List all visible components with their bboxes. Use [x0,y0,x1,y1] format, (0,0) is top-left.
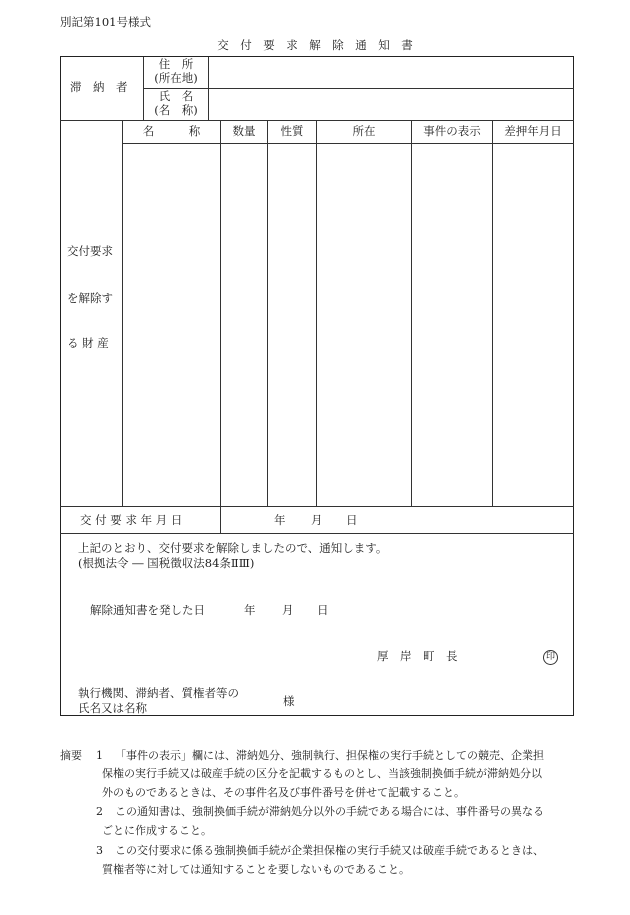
property-bottom-line [60,506,574,507]
recipient-label-line2: 氏名又は名称 [78,701,147,715]
name-sublabel: (名 称) [154,103,198,117]
issue-month-label: 月 [282,603,294,617]
address-sublabel: (所在地) [154,71,198,85]
col-divider-1 [220,120,221,506]
col-divider-2 [267,120,268,506]
note-3-number: 3 [96,844,103,857]
column-header-location: 所在 [352,124,376,138]
note-1-line-1: 「事件の表示」欄には、滞納処分、強制執行、担保権の実行手続としての競売、企業担 [115,749,544,762]
seal-mark: 印 [543,650,558,665]
property-side-divider [122,120,123,506]
column-header-quantity: 数量 [232,124,256,138]
property-side-label-2: を解除す [67,291,113,305]
request-year-label: 年 [274,513,286,527]
request-date-label: 交 付 要 求 年 月 日 [80,513,183,527]
request-month-label: 月 [311,513,323,527]
recipient-label-line1: 執行機関、滞納者、質権者等の [78,686,239,700]
request-date-divider [220,506,221,533]
legal-basis: (根拠法令 ― 国税徴収法84条ⅡⅢ) [78,556,255,570]
col-divider-4 [411,120,412,506]
taxpayer-label: 滞 納 者 [70,80,128,94]
address-label: 住 所 [158,57,194,71]
note-1-number: 1 [96,749,103,762]
form-frame [60,56,574,716]
note-1-line-2: 保権の実行手続又は破産手続の区分を記載するものとし、当該強制換価手続が滞納処分以 [102,767,542,780]
notice-text: 上記のとおり、交付要求を解除しましたので、通知します。 [78,541,388,555]
request-day-label: 日 [346,513,358,527]
taxpayer-bottom-line [60,120,574,121]
note-3-line-1: この交付要求に係る強制換価手続が企業担保権の実行手続又は破産手続であるときは、 [115,844,544,857]
col-divider-3 [316,120,317,506]
issue-year-label: 年 [244,603,256,617]
col-divider-5 [492,120,493,506]
issue-date-label: 解除通知書を発した日 [90,603,205,617]
column-header-seizure-date: 差押年月日 [504,124,562,138]
page-title: 交 付 要 求 解 除 通 知 書 [217,38,413,52]
property-header-line [122,143,574,144]
property-side-label-3: る 財 産 [67,336,109,350]
name-label: 氏 名 [158,89,194,103]
request-date-bottom-line [60,533,574,534]
column-header-case: 事件の表示 [423,124,481,138]
issue-day-label: 日 [317,603,329,617]
note-1-line-3: 外のものであるときは、その事件名及び事件番号を併せて記載すること。 [102,786,465,799]
form-number: 別記第101号様式 [60,15,151,29]
property-side-label-1: 交付要求 [67,244,113,258]
honorific: 様 [283,694,295,708]
note-3-line-2: 質権者等に対しては通知することを要しないものであること。 [102,863,410,876]
note-2-line-2: ごとに作成すること。 [102,824,212,837]
taxpayer-row-divider [143,88,574,89]
note-2-number: 2 [96,805,103,818]
note-2-line-1: この通知書は、強制換価手続が滞納処分以外の手続である場合には、事件番号の異なる [115,805,544,818]
column-header-name: 名 称 [142,124,201,138]
mayor-title: 厚 岸 町 長 [377,649,458,663]
column-header-nature: 性質 [280,124,304,138]
notes-heading: 摘要 [60,749,82,762]
